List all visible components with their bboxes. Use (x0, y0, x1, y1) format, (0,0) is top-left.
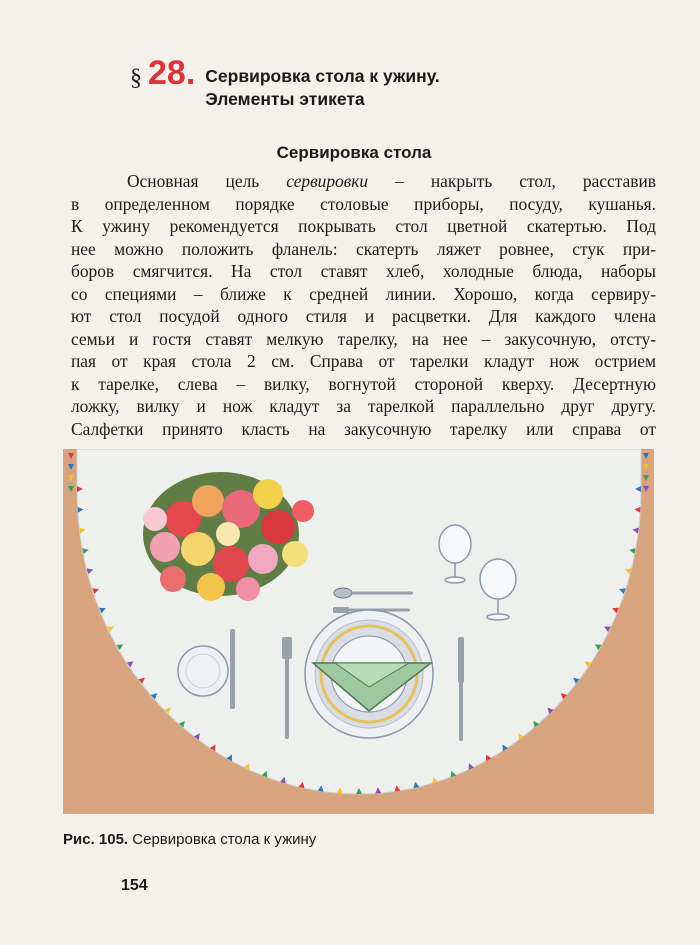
body-paragraph (71, 170, 656, 440)
text-line: со специями – ближе к средней линии. Хорошо, когда сервиру- (71, 283, 656, 304)
text-line: Салфетки принято класть на закусочную тарелку или справа от (71, 418, 656, 439)
illustration-svg (63, 449, 654, 814)
section-title (205, 65, 439, 111)
butter-knife-icon (230, 629, 235, 709)
text-line-1 (71, 170, 656, 193)
text-line: к тарелке, слева – вилку, вогнутой стороной кверху. Десертную (71, 373, 656, 394)
text-fragment: – накрыть стол, расставив (368, 171, 656, 191)
text-line: ложку, вилку и нож кладут за тарелкой параллельно друг другу. (71, 396, 656, 416)
text-line: боров смягчится. На стол ставят хлеб, холодные блюда, наборы (71, 261, 656, 281)
section-number: 28 (148, 54, 186, 92)
text-line: ют стол посудой одного стиля и расцветки. Для каждого члена (71, 306, 656, 326)
figure-caption-text: Сервировка стола к ужину (128, 831, 317, 848)
section-title-line-1: Сервировка стола к ужину. (205, 66, 440, 86)
text-line: семьи и гостя ставят мелкую тарелку, на нее – закусочную, отсту- (71, 328, 656, 349)
paragraph-sign: § (130, 65, 142, 91)
section-heading (130, 56, 440, 111)
bread-plate-icon (178, 646, 228, 696)
text-line: нее можно положить фланель: скатерть ляжет ровнее, стук при- (71, 238, 656, 259)
section-number-dot: . (185, 54, 196, 92)
text-line: в определенном порядке столовые приборы, посуду, кушанья. (71, 193, 656, 214)
figure-label: Рис. 105. (63, 831, 129, 848)
table-setting-illustration (63, 449, 654, 814)
page-number: 154 (121, 877, 148, 894)
text-line: пая от края стола 2 см. Справа от тарелки кладут нож острием (71, 351, 656, 371)
text-line: К ужину рекомендуется покрывать стол цветной скатертью. Под (71, 216, 656, 236)
figure-caption (63, 831, 316, 848)
text-fragment: Основная цель (127, 171, 287, 191)
emphasized-term: сервировки (286, 171, 369, 191)
section-title-line-2: Элементы этикета (205, 89, 365, 109)
subsection-title: Сервировка стола (276, 143, 432, 162)
